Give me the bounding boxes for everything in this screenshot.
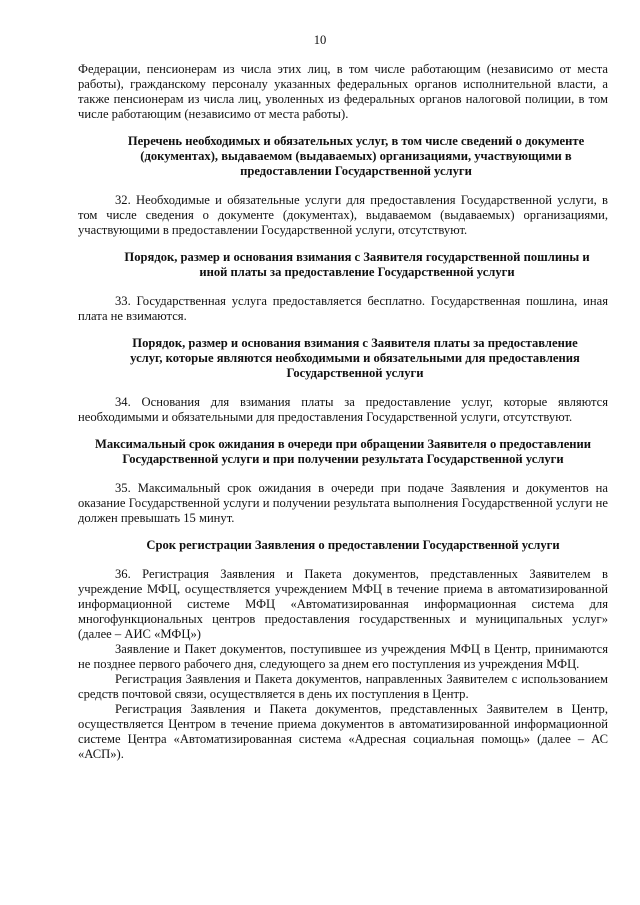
paragraph-36-b: Заявление и Пакет документов, поступившее из учреждения МФЦ в Центр, принимаются не позднее первого рабочего дня, следующего за днем его поступления из учреждения МФЦ. — [78, 642, 608, 671]
section-heading-fee-for-services: Порядок, размер и основания взимания с Заявителя платы за предоставление услуг, которые являются необходимыми и обязательными для предоставления Государственной услуги — [130, 336, 580, 380]
section-heading-required-services: Перечень необходимых и обязательных услуг, в том числе сведений о документе (документах), выдаваемом (выдаваемых) организациями, участвующими в предоставлении Государственной услуги — [127, 134, 585, 178]
section-heading-state-duty: Порядок, размер и основания взимания с Заявителя государственной пошлины и иной платы за предоставление Государственной услуги — [124, 250, 590, 279]
paragraph-33: 33. Государственная услуга предоставляется бесплатно. Государственная пошлина, иная плата не взимаются. — [78, 294, 608, 323]
paragraph-36-d: Регистрация Заявления и Пакета документов, представленных Заявителем в Центр, осуществляется Центром в течение приема документов в автоматизированной информационной системе Центра «Автоматизированная система «Адресная социальная помощь» (далее – АС «АСП»). — [78, 702, 608, 761]
paragraph-36-c: Регистрация Заявления и Пакета документов, направленных Заявителем с использованием средств почтовой связи, осуществляется в день их поступления в Центр. — [78, 672, 608, 701]
paragraph-35: 35. Максимальный срок ожидания в очереди при подаче Заявления и документов на оказание Государственной услуги и получении результата выполнения Государственной услуги не должен превышать 15 минут. — [78, 481, 608, 525]
paragraph-36: 36. Регистрация Заявления и Пакета документов, представленных Заявителем в учреждение МФЦ, осуществляется учреждением МФЦ в течение приема в автоматизированной информационной системе МФЦ «Автоматизированная информационная система для многофункциональных центров предоставления государственных и муниципальных услуг» (далее – АИС «МФЦ») — [78, 567, 608, 641]
intro-paragraph: Федерации, пенсионерам из числа этих лиц, в том числе работающим (независимо от места работы), гражданскому персоналу указанных федеральных органов исполнительной власти, а также пенсионерам из числа лиц, уволенных из федеральных органов налоговой полиции, в том числе работающим (независимо от места работы). — [78, 62, 608, 121]
paragraph-34: 34. Основания для взимания платы за предоставление услуг, которые являются необходимыми и обязательными для предоставления Государственной услуги, отсутствуют. — [78, 395, 608, 424]
section-heading-max-wait: Максимальный срок ожидания в очереди при обращении Заявителя о предоставлении Государственной услуги и при получении результата Государственной услуги — [94, 437, 592, 466]
section-heading-registration: Срок регистрации Заявления о предоставлении Государственной услуги — [146, 538, 560, 552]
paragraph-32: 32. Необходимые и обязательные услуги для предоставления Государственной услуги, в том числе сведения о документе (документах), выдаваемом (выдаваемых) организациями, участвующими в предоставлении Государственной услуги, отсутствуют. — [78, 193, 608, 237]
page-content — [78, 62, 608, 762]
page-number: 10 — [313, 33, 327, 47]
